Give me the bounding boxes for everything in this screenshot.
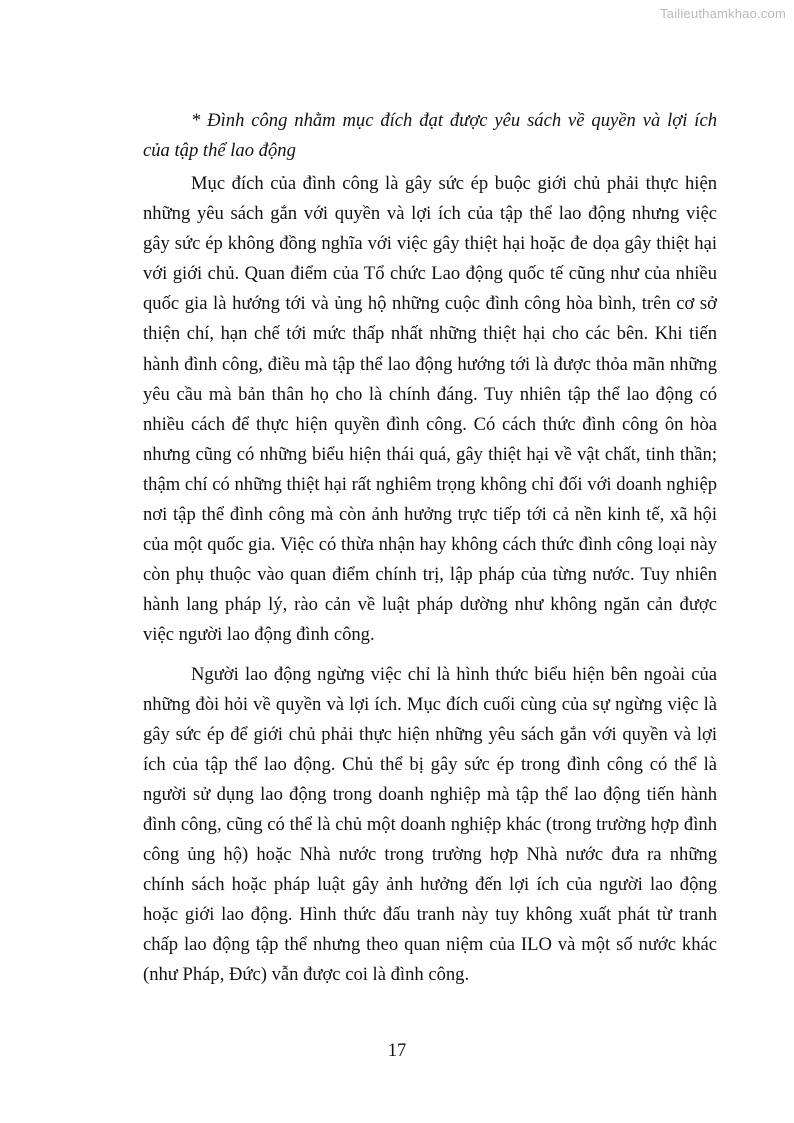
paragraph-2: Người lao động ngừng việc chỉ là hình thức biểu hiện bên ngoài của những đòi hỏi về quyền và lợi ích. Mục đích cuối cùng của sự ngừng việc là gây sức ép để giới chủ phải thực hiện những yêu sách gắn với quyền và lợi ích của tập thể lao động. Chủ thể bị gây sức ép trong đình công có thể là người sử dụng lao động trong doanh nghiệp mà tập thể lao động tiến hành đình công, cũng có thể là chủ một doanh nghiệp khác (trong trường hợp đình công ủng hộ) hoặc Nhà nước trong trường hợp Nhà nước đưa ra những chính sách hoặc pháp luật gây ảnh hưởng đến lợi ích của người lao động hoặc giới lao động. Hình thức đấu tranh này tuy không xuất phát từ tranh chấp lao động tập thể nhưng theo quan niệm của ILO và một số nước khác (như Pháp, Đức) vẫn được coi là đình công. [143,663,717,986]
section-heading: * Đình công nhằm mục đích đạt được yêu sách về quyền và lợi ích của tập thể lao động [143,110,717,161]
paragraph-1: Mục đích của đình công là gây sức ép buộc giới chủ phải thực hiện những yêu sách gắn với quyền và lợi ích của tập thể lao động nhưng việc gây sức ép không đồng nghĩa với việc gây thiệt hại hoặc đe dọa gây thiệt hại với giới chủ. Quan điểm của Tổ chức Lao động quốc tế cũng như của nhiều quốc gia là hướng tới và ủng hộ những cuộc đình công hòa bình, trên cơ sở thiện chí, hạn chế tới mức thấp nhất những thiệt hại cho các bên. Khi tiến hành đình công, điều mà tập thể lao động hướng tới là được thỏa mãn những yêu cầu mà bản thân họ cho là chính đáng. Tuy nhiên tập thể lao động có nhiều cách để thực hiện quyền đình công. Có cách thức đình công ôn hòa nhưng cũng có những biểu hiện thái quá, gây thiệt hại về vật chất, tinh thần; thậm chí có những thiệt hại rất nghiêm trọng không chỉ đối với doanh nghiệp nơi tập thể đình công mà còn ảnh hưởng trực tiếp tới cả nền kinh tế, xã hội của một quốc gia. Việc có thừa nhận hay không cách thức đình công loại này còn phụ thuộc vào quan điểm chính trị, lập pháp của từng nước. Tuy nhiên hành lang pháp lý, rào cản về luật pháp dường như không ngăn cản được việc người lao động đình công. [143,173,717,646]
watermark-text: Tailieuthamkhao.com [660,6,786,21]
page-number: 17 [387,1040,407,1061]
document-body [143,106,717,991]
